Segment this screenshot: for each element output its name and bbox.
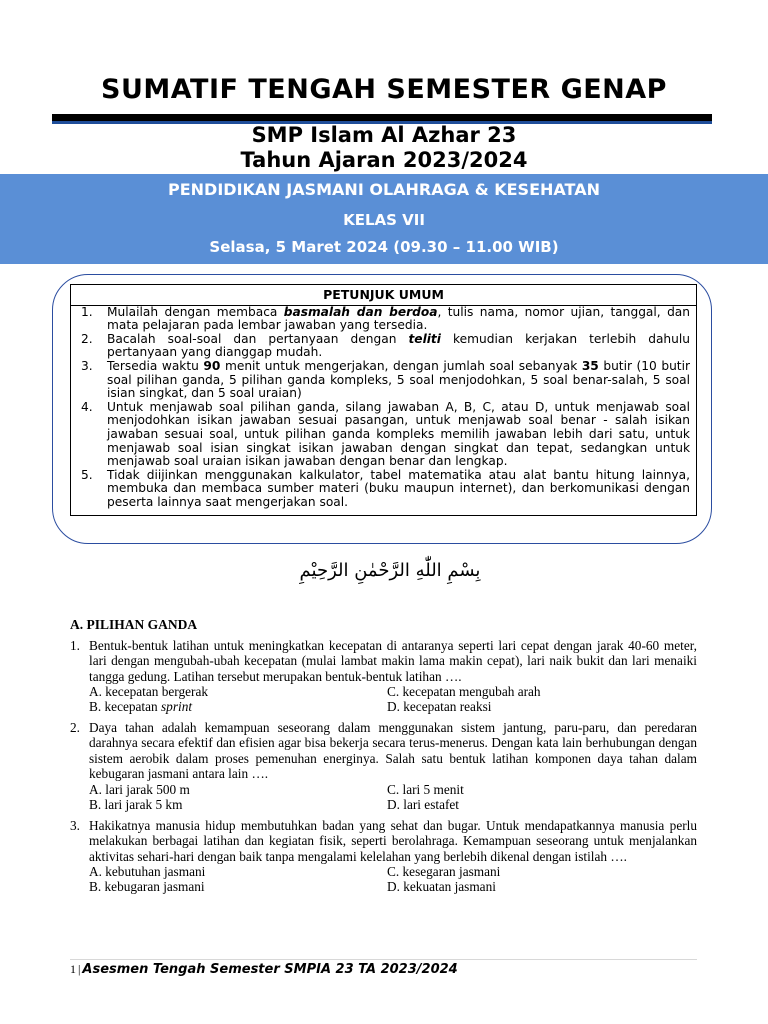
- subject-name: PENDIDIKAN JASMANI OLAHRAGA & KESEHATAN: [168, 180, 600, 199]
- instruction-number: 5.: [81, 467, 93, 482]
- instruction-item: [77, 306, 690, 333]
- instructions-heading: PETUNJUK UMUM: [71, 285, 696, 306]
- school-name: SMP Islam Al Azhar 23: [251, 123, 517, 147]
- option-c[interactable]: C. lari 5 menit: [387, 781, 464, 797]
- instruction-text: , tulis nama, nomor ujian, tanggal, dan mata pelajaran pada lembar jawaban yang tersedia.: [107, 304, 690, 333]
- question: [70, 818, 697, 895]
- option-d[interactable]: D. kecepatan reaksi: [387, 699, 492, 715]
- footer-text: Asesmen Tengah Semester SMPIA 23 TA 2023/2024: [82, 962, 458, 977]
- option-c[interactable]: C. kecepatan mengubah arah: [387, 684, 541, 700]
- page-number: 1: [70, 962, 76, 976]
- instruction-emphasis: teliti: [408, 331, 441, 346]
- instruction-number: 3.: [81, 358, 93, 373]
- instruction-text: menit untuk mengerjakan, dengan jumlah soal sebanyak: [220, 358, 582, 373]
- option-b[interactable]: B. lari jarak 5 km: [89, 796, 183, 812]
- instruction-text: kemudian kerjakan terlebih dahulu pertanyaan yang dianggap mudah.: [107, 331, 690, 360]
- question: [70, 638, 697, 715]
- question: [70, 720, 697, 813]
- answer-options: [89, 782, 697, 813]
- instruction-text: Tersedia waktu: [107, 358, 204, 373]
- question-number: 2.: [70, 720, 80, 735]
- question-text: Daya tahan adalah kemampuan seseorang dalam menggunakan sistem jantung, paru-paru, dan peredaran darahnya secara efektif dan efisien agar bisa bekerja secara terus-menerus. Dengan kata lain berhubungan dengan sistem aerobik dalam proses pemenuhan energinya. Salah satu bentuk latihan komponen daya tahan dalam kebugaran jasmani antara lain ….: [89, 720, 697, 782]
- question-number: 3.: [70, 818, 80, 833]
- option-text: B. kecepatan: [89, 699, 161, 715]
- instruction-number: 2.: [81, 331, 93, 346]
- instruction-text: Tidak diijinkan menggunakan kalkulator, tabel matematika atau alat bantu hitung lainnya, membuka dan membaca sumber materi (buku maupun internet), dan berkomunikasi dengan peserta lainnya saat mengerjakan soal.: [107, 467, 690, 509]
- instructions-box: [70, 284, 697, 516]
- exam-date: Selasa, 5 Maret 2024 (09.30 – 11.00 WIB): [209, 238, 559, 256]
- option-a[interactable]: A. lari jarak 500 m: [89, 781, 190, 797]
- instructions-list: [71, 306, 696, 515]
- option-emphasis: sprint: [161, 699, 193, 715]
- answer-options: [89, 684, 697, 715]
- instruction-emphasis: 90: [203, 358, 221, 373]
- instruction-item: [77, 469, 690, 510]
- basmalah-calligraphy: بِسْمِ اللّٰهِ الرَّحْمٰنِ الرَّحِيْمِ: [299, 560, 481, 581]
- option-b[interactable]: B. kebugaran jasmani: [89, 879, 205, 895]
- instruction-emphasis: basmalah dan berdoa: [283, 304, 438, 319]
- option-c[interactable]: C. kesegaran jasmani: [387, 864, 501, 880]
- instruction-text: Bacalah soal-soal dan pertanyaan dengan: [107, 331, 409, 346]
- subject-banner: [0, 174, 768, 264]
- option-d[interactable]: D. kekuatan jasmani: [387, 879, 496, 895]
- instruction-number: 4.: [81, 399, 93, 414]
- option-a[interactable]: A. kecepatan bergerak: [89, 684, 208, 700]
- instruction-item: [77, 401, 690, 469]
- question-text: Bentuk-bentuk latihan untuk meningkatkan kecepatan di antaranya seperti lari cepat dengan jarak 40-60 meter, lari dengan mengubah-ubah kecepatan (mulai lambat makin lama makin cepat), lari naik bukit dan lari menaiki tangga gedung. Latihan tersebut merupakan bentuk-bentuk latihan ….: [89, 638, 697, 684]
- instruction-emphasis: 35: [581, 358, 599, 373]
- instruction-text: butir (10 butir soal pilihan ganda, 5 pilihan ganda kompleks, 5 soal menjodohkan, 5 soal benar-salah, 5 soal isian singkat, dan 5 soal uraian): [107, 358, 690, 401]
- answer-options: [89, 864, 697, 895]
- option-d[interactable]: D. lari estafet: [387, 796, 459, 812]
- footer-separator: |: [78, 962, 81, 976]
- question-number: 1.: [70, 638, 80, 653]
- academic-year: Tahun Ajaran 2023/2024: [240, 148, 528, 172]
- option-b[interactable]: [89, 699, 192, 714]
- section-heading: A. PILIHAN GANDA: [70, 617, 198, 632]
- option-a[interactable]: A. kebutuhan jasmani: [89, 864, 206, 880]
- instruction-text: Mulailah dengan membaca: [107, 304, 284, 319]
- page-title: SUMATIF TENGAH SEMESTER GENAP: [101, 74, 667, 105]
- instruction-item: [77, 333, 690, 360]
- instruction-text: Untuk menjawab soal pilihan ganda, silang jawaban A, B, C, atau D, untuk menjawab soal menjodohkan isikan jawaban sesuai pasangan, untuk menjawab soal benar - salah isikan jawaban sesuai soal, untuk pilihan ganda kompleks memilih jawaban lebih dari satu, untuk menjawab soal isian singkat isikan jawaban dengan singkat dan tepat, sedangkan untuk menjawab soal uraian isikan jawaban dengan benar dan lengkap.: [107, 399, 690, 469]
- instruction-item: [77, 360, 690, 401]
- question-text: Hakikatnya manusia hidup membutuhkan badan yang sehat dan bugar. Untuk mendapatkannya manusia perlu melakukan berbagai latihan dan kegiatan fisik, seperti berolahraga. Kemampuan seseorang untuk menjalankan aktivitas sehari-hari dengan baik tanpa mengalami kelelahan yang berlebih dikenal dengan istilah ….: [89, 818, 697, 864]
- page-footer: [70, 960, 458, 978]
- class-label: KELAS VII: [343, 211, 425, 229]
- instruction-number: 1.: [81, 304, 93, 319]
